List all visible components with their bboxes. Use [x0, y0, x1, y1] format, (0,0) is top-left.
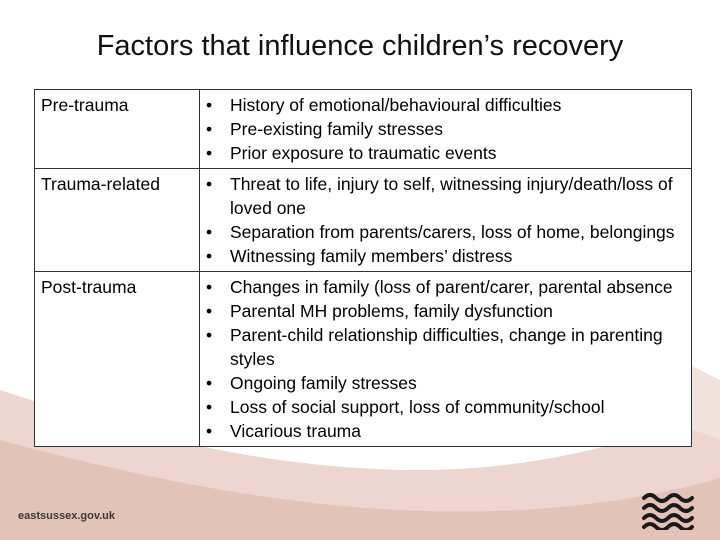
list-item: • Prior exposure to traumatic events [206, 141, 685, 165]
slide-title: Factors that influence children’s recovery [96, 30, 624, 62]
list-item: • Pre-existing family stresses [206, 117, 685, 141]
factors-cell [200, 90, 692, 169]
table-row [35, 169, 692, 272]
table-row [35, 90, 692, 169]
list-item: • Parent-child relationship difficulties, change in parenting styles [206, 323, 685, 371]
category-cell: Pre-trauma [35, 90, 200, 169]
list-item: • Vicarious trauma [206, 419, 685, 443]
category-cell: Trauma-related [35, 169, 200, 272]
footer-website: eastsussex.gov.uk [18, 510, 116, 522]
list-item: • Loss of social support, loss of community/school [206, 395, 685, 419]
factor-list [206, 275, 685, 443]
list-item: • Witnessing family members’ distress [206, 244, 685, 268]
factors-table [34, 89, 692, 447]
list-item: • Ongoing family stresses [206, 371, 685, 395]
list-item: • Changes in family (loss of parent/carer, parental absence [206, 275, 685, 299]
factor-list [206, 93, 685, 165]
list-item: • History of emotional/behavioural difficulties [206, 93, 685, 117]
list-item: • Separation from parents/carers, loss of home, belongings [206, 220, 685, 244]
list-item: • Threat to life, injury to self, witnessing injury/death/loss of loved one [206, 172, 685, 220]
category-cell: Post-trauma [35, 272, 200, 447]
factors-cell [200, 272, 692, 447]
factor-list [206, 172, 685, 268]
east-sussex-wave-logo-icon [642, 468, 702, 530]
factors-cell [200, 169, 692, 272]
list-item: • Parental MH problems, family dysfunction [206, 299, 685, 323]
table-row [35, 272, 692, 447]
